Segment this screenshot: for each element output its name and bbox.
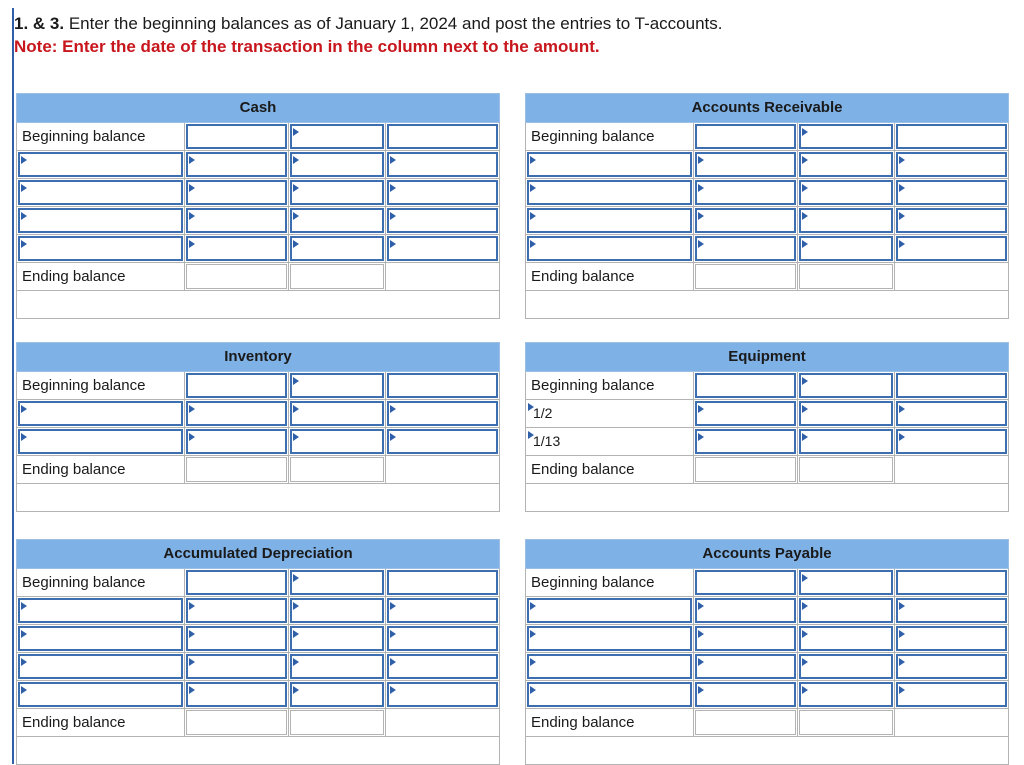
debit-amount-input[interactable] <box>186 429 287 454</box>
dropdown-marker-icon <box>293 128 299 136</box>
dropdown-marker-icon <box>390 433 396 441</box>
credit-entry-input[interactable] <box>387 682 498 707</box>
account-select[interactable] <box>527 429 692 454</box>
beginning-balance-label: Beginning balance <box>17 123 185 151</box>
dropdown-marker-icon <box>530 658 536 666</box>
dropdown-marker-icon <box>189 433 195 441</box>
entry-row <box>526 123 1009 151</box>
dropdown-marker-icon <box>21 184 27 192</box>
dropdown-marker-icon <box>802 184 808 192</box>
entry-row <box>17 597 500 625</box>
credit-entry-input[interactable] <box>387 429 498 454</box>
dropdown-marker-icon <box>390 602 396 610</box>
debit-amount-input[interactable] <box>695 152 796 177</box>
date-input[interactable] <box>290 429 384 454</box>
date-input[interactable] <box>799 124 893 149</box>
dropdown-marker-icon <box>530 240 536 248</box>
date-input[interactable] <box>290 570 384 595</box>
dropdown-marker-icon <box>698 156 704 164</box>
entry-row <box>17 179 500 207</box>
dropdown-marker-icon <box>21 212 27 220</box>
ending-row <box>17 709 500 737</box>
dropdown-marker-icon <box>189 156 195 164</box>
account-select[interactable] <box>18 208 183 233</box>
dropdown-marker-icon <box>390 212 396 220</box>
date-input[interactable] <box>799 208 893 233</box>
dropdown-marker-icon <box>21 630 27 638</box>
beginning-balance-label: Beginning balance <box>526 372 694 400</box>
credit-entry-input[interactable] <box>896 401 1007 426</box>
dropdown-marker-icon <box>698 658 704 666</box>
dropdown-marker-icon <box>293 377 299 385</box>
date-input[interactable] <box>799 429 893 454</box>
ending-row <box>526 263 1009 291</box>
credit-entry-input[interactable] <box>387 598 498 623</box>
entry-row <box>17 653 500 681</box>
entry-row <box>526 400 1009 428</box>
dropdown-marker-icon <box>530 686 536 694</box>
credit-entry-input[interactable] <box>387 124 498 149</box>
credit-entry-input[interactable] <box>896 180 1007 205</box>
dropdown-marker-icon <box>189 184 195 192</box>
dropdown-marker-icon <box>189 405 195 413</box>
dropdown-marker-icon <box>698 433 704 441</box>
dropdown-marker-icon <box>293 658 299 666</box>
dropdown-marker-icon <box>802 658 808 666</box>
dropdown-marker-icon <box>390 658 396 666</box>
entry-row <box>17 123 500 151</box>
ending-balance-input[interactable] <box>186 457 287 482</box>
dropdown-marker-icon <box>530 212 536 220</box>
account-select[interactable] <box>18 654 183 679</box>
dropdown-marker-icon <box>293 240 299 248</box>
date-input[interactable] <box>290 124 384 149</box>
account-title: Accumulated Depreciation <box>17 540 500 569</box>
ending-date-input[interactable] <box>290 710 384 735</box>
entry-row <box>17 569 500 597</box>
credit-entry-input[interactable] <box>896 373 1007 398</box>
account-select[interactable] <box>18 429 183 454</box>
debit-amount-input[interactable] <box>186 152 287 177</box>
account-select[interactable] <box>527 401 692 426</box>
dropdown-marker-icon <box>189 602 195 610</box>
dropdown-marker-icon <box>698 240 704 248</box>
debit-amount-input[interactable] <box>186 124 287 149</box>
note-text: Note: Enter the date of the transaction in the column next to the amount. <box>14 37 600 56</box>
dropdown-marker-icon <box>293 433 299 441</box>
empty-cell <box>386 263 500 291</box>
dropdown-marker-icon <box>293 156 299 164</box>
credit-entry-input[interactable] <box>387 626 498 651</box>
date-input[interactable] <box>290 401 384 426</box>
date-input[interactable] <box>290 373 384 398</box>
debit-amount-input[interactable] <box>695 429 796 454</box>
ending-balance-input[interactable] <box>186 710 287 735</box>
date-input[interactable] <box>799 626 893 651</box>
entry-row <box>17 207 500 235</box>
ending-date-input[interactable] <box>290 457 384 482</box>
empty-cell <box>895 263 1009 291</box>
credit-entry-input[interactable] <box>387 373 498 398</box>
debit-amount-input[interactable] <box>695 180 796 205</box>
dropdown-marker-icon <box>21 405 27 413</box>
dropdown-marker-icon <box>802 433 808 441</box>
spacer-row <box>17 737 500 765</box>
t-account-accounts-payable <box>525 539 1009 765</box>
debit-amount-input[interactable] <box>695 208 796 233</box>
account-select[interactable] <box>527 152 692 177</box>
empty-cell <box>386 456 500 484</box>
dropdown-marker-icon <box>899 240 905 248</box>
credit-entry-input[interactable] <box>387 208 498 233</box>
dropdown-marker-icon <box>802 377 808 385</box>
dropdown-marker-icon <box>698 630 704 638</box>
account-select[interactable] <box>18 626 183 651</box>
dropdown-marker-icon <box>21 658 27 666</box>
entry-row <box>17 428 500 456</box>
credit-entry-input[interactable] <box>387 401 498 426</box>
account-select[interactable] <box>527 626 692 651</box>
dropdown-marker-icon <box>189 212 195 220</box>
account-select[interactable] <box>18 152 183 177</box>
account-title: Accounts Receivable <box>526 94 1009 123</box>
ending-date-input[interactable] <box>799 457 893 482</box>
ending-balance-label: Ending balance <box>526 456 694 484</box>
dropdown-marker-icon <box>293 630 299 638</box>
account-select[interactable] <box>527 208 692 233</box>
debit-amount-input[interactable] <box>695 654 796 679</box>
dropdown-marker-icon <box>530 184 536 192</box>
entry-row <box>526 372 1009 400</box>
entry-row <box>17 372 500 400</box>
dropdown-marker-icon <box>293 602 299 610</box>
dropdown-marker-icon <box>293 212 299 220</box>
date-input[interactable] <box>290 152 384 177</box>
debit-amount-input[interactable] <box>186 401 287 426</box>
date-input[interactable] <box>290 626 384 651</box>
date-input[interactable] <box>799 236 893 261</box>
credit-entry-input[interactable] <box>896 598 1007 623</box>
dropdown-marker-icon <box>189 240 195 248</box>
credit-entry-input[interactable] <box>896 654 1007 679</box>
dropdown-marker-icon <box>390 156 396 164</box>
credit-entry-input[interactable] <box>387 152 498 177</box>
entry-row <box>526 681 1009 709</box>
debit-amount-input[interactable] <box>186 236 287 261</box>
ending-balance-label: Ending balance <box>17 709 185 737</box>
t-account-inventory <box>16 342 500 512</box>
dropdown-marker-icon <box>899 686 905 694</box>
dropdown-marker-icon <box>899 212 905 220</box>
credit-entry-input[interactable] <box>387 180 498 205</box>
credit-entry-input[interactable] <box>896 236 1007 261</box>
date-input[interactable] <box>290 180 384 205</box>
transaction-date-label: 1/2 <box>533 405 553 421</box>
dropdown-marker-icon <box>899 602 905 610</box>
dropdown-marker-icon <box>293 405 299 413</box>
account-title: Cash <box>17 94 500 123</box>
account-title: Equipment <box>526 343 1009 372</box>
date-input[interactable] <box>799 682 893 707</box>
dropdown-marker-icon <box>698 184 704 192</box>
dropdown-marker-icon <box>390 630 396 638</box>
dropdown-marker-icon <box>802 156 808 164</box>
entry-row <box>526 151 1009 179</box>
dropdown-marker-icon <box>189 630 195 638</box>
spacer-row <box>526 484 1009 512</box>
entry-row <box>526 569 1009 597</box>
debit-amount-input[interactable] <box>186 373 287 398</box>
ending-balance-input[interactable] <box>695 457 796 482</box>
dropdown-marker-icon <box>698 602 704 610</box>
t-account-accounts-receivable <box>525 93 1009 319</box>
dropdown-marker-icon <box>189 658 195 666</box>
beginning-balance-label: Beginning balance <box>17 372 185 400</box>
date-input[interactable] <box>799 401 893 426</box>
date-input[interactable] <box>290 598 384 623</box>
dropdown-marker-icon <box>698 212 704 220</box>
dropdown-marker-icon <box>530 602 536 610</box>
dropdown-marker-icon <box>899 184 905 192</box>
spacer-row <box>17 484 500 512</box>
account-select[interactable] <box>18 401 183 426</box>
ending-balance-label: Ending balance <box>526 263 694 291</box>
account-select[interactable] <box>527 236 692 261</box>
credit-entry-input[interactable] <box>896 682 1007 707</box>
date-input[interactable] <box>799 180 893 205</box>
ending-row <box>526 456 1009 484</box>
account-select[interactable] <box>527 598 692 623</box>
dropdown-marker-icon <box>802 212 808 220</box>
dropdown-marker-icon <box>390 686 396 694</box>
ending-date-input[interactable] <box>799 264 893 289</box>
entry-row <box>526 653 1009 681</box>
debit-amount-input[interactable] <box>186 208 287 233</box>
date-input[interactable] <box>799 373 893 398</box>
dropdown-marker-icon <box>802 405 808 413</box>
t-account-accumulated-depreciation <box>16 539 500 765</box>
account-select[interactable] <box>527 180 692 205</box>
spacer-row <box>526 737 1009 765</box>
empty-cell <box>895 456 1009 484</box>
dropdown-marker-icon <box>21 433 27 441</box>
dropdown-marker-icon <box>899 658 905 666</box>
dropdown-marker-icon <box>293 184 299 192</box>
debit-amount-input[interactable] <box>186 570 287 595</box>
dropdown-marker-icon <box>899 630 905 638</box>
dropdown-marker-icon <box>802 630 808 638</box>
dropdown-marker-icon <box>21 156 27 164</box>
entry-row <box>17 151 500 179</box>
entry-row <box>526 625 1009 653</box>
dropdown-marker-icon <box>802 686 808 694</box>
empty-cell <box>895 709 1009 737</box>
dropdown-marker-icon <box>530 630 536 638</box>
dropdown-marker-icon <box>899 433 905 441</box>
t-account-equipment <box>525 342 1009 512</box>
spacer-row <box>526 291 1009 319</box>
credit-entry-input[interactable] <box>896 570 1007 595</box>
debit-amount-input[interactable] <box>695 236 796 261</box>
empty-cell <box>386 709 500 737</box>
ending-balance-label: Ending balance <box>17 456 185 484</box>
date-input[interactable] <box>799 570 893 595</box>
entry-row <box>17 681 500 709</box>
ending-row <box>526 709 1009 737</box>
debit-amount-input[interactable] <box>186 180 287 205</box>
dropdown-marker-icon <box>698 405 704 413</box>
credit-entry-input[interactable] <box>387 236 498 261</box>
debit-amount-input[interactable] <box>695 401 796 426</box>
debit-amount-input[interactable] <box>186 598 287 623</box>
credit-entry-input[interactable] <box>387 654 498 679</box>
transaction-date-label: 1/13 <box>533 433 561 449</box>
account-select[interactable] <box>18 236 183 261</box>
account-select[interactable] <box>527 682 692 707</box>
credit-entry-input[interactable] <box>387 570 498 595</box>
entry-row <box>526 207 1009 235</box>
credit-entry-input[interactable] <box>896 429 1007 454</box>
dropdown-marker-icon <box>899 156 905 164</box>
entry-row <box>526 235 1009 263</box>
entry-row <box>17 625 500 653</box>
date-input[interactable] <box>799 598 893 623</box>
date-input[interactable] <box>799 152 893 177</box>
dropdown-marker-icon <box>390 184 396 192</box>
ending-balance-label: Ending balance <box>17 263 185 291</box>
left-border-line <box>12 8 14 764</box>
ending-date-input[interactable] <box>290 264 384 289</box>
debit-amount-input[interactable] <box>695 124 796 149</box>
credit-entry-input[interactable] <box>896 124 1007 149</box>
entry-row <box>17 235 500 263</box>
account-select[interactable] <box>527 654 692 679</box>
debit-amount-input[interactable] <box>186 654 287 679</box>
ending-date-input[interactable] <box>799 710 893 735</box>
debit-amount-input[interactable] <box>695 598 796 623</box>
spacer-row <box>17 291 500 319</box>
ending-row <box>17 456 500 484</box>
entry-row <box>526 597 1009 625</box>
entry-row <box>17 400 500 428</box>
account-select[interactable] <box>18 180 183 205</box>
debit-amount-input[interactable] <box>695 570 796 595</box>
dropdown-marker-icon <box>293 686 299 694</box>
dropdown-marker-icon <box>21 240 27 248</box>
dropdown-marker-icon <box>21 686 27 694</box>
date-input[interactable] <box>290 236 384 261</box>
date-input[interactable] <box>290 208 384 233</box>
ending-balance-input[interactable] <box>186 264 287 289</box>
dropdown-marker-icon <box>293 574 299 582</box>
ending-balance-label: Ending balance <box>526 709 694 737</box>
credit-entry-input[interactable] <box>896 208 1007 233</box>
ending-balance-input[interactable] <box>695 710 796 735</box>
dropdown-marker-icon <box>189 686 195 694</box>
entry-row <box>526 179 1009 207</box>
instructions: 1. & 3. Enter the beginning balances as of January 1, 2024 and post the entries to T-accounts. <box>14 14 723 33</box>
credit-entry-input[interactable] <box>896 152 1007 177</box>
account-title: Accounts Payable <box>526 540 1009 569</box>
date-input[interactable] <box>290 654 384 679</box>
dropdown-marker-icon <box>802 574 808 582</box>
account-select[interactable] <box>18 598 183 623</box>
dropdown-marker-icon <box>802 602 808 610</box>
ending-balance-input[interactable] <box>695 264 796 289</box>
debit-amount-input[interactable] <box>695 682 796 707</box>
dropdown-marker-icon <box>899 405 905 413</box>
entry-row <box>526 428 1009 456</box>
account-title: Inventory <box>17 343 500 372</box>
dropdown-marker-icon <box>21 602 27 610</box>
dropdown-marker-icon <box>802 128 808 136</box>
t-account-cash <box>16 93 500 319</box>
dropdown-marker-icon <box>698 686 704 694</box>
dropdown-marker-icon <box>390 405 396 413</box>
debit-amount-input[interactable] <box>695 373 796 398</box>
credit-entry-input[interactable] <box>896 626 1007 651</box>
debit-amount-input[interactable] <box>695 626 796 651</box>
beginning-balance-label: Beginning balance <box>526 123 694 151</box>
dropdown-marker-icon <box>530 156 536 164</box>
dropdown-marker-icon <box>802 240 808 248</box>
debit-amount-input[interactable] <box>186 626 287 651</box>
dropdown-marker-icon <box>390 240 396 248</box>
date-input[interactable] <box>290 682 384 707</box>
beginning-balance-label: Beginning balance <box>17 569 185 597</box>
date-input[interactable] <box>799 654 893 679</box>
account-select[interactable] <box>18 682 183 707</box>
debit-amount-input[interactable] <box>186 682 287 707</box>
beginning-balance-label: Beginning balance <box>526 569 694 597</box>
ending-row <box>17 263 500 291</box>
